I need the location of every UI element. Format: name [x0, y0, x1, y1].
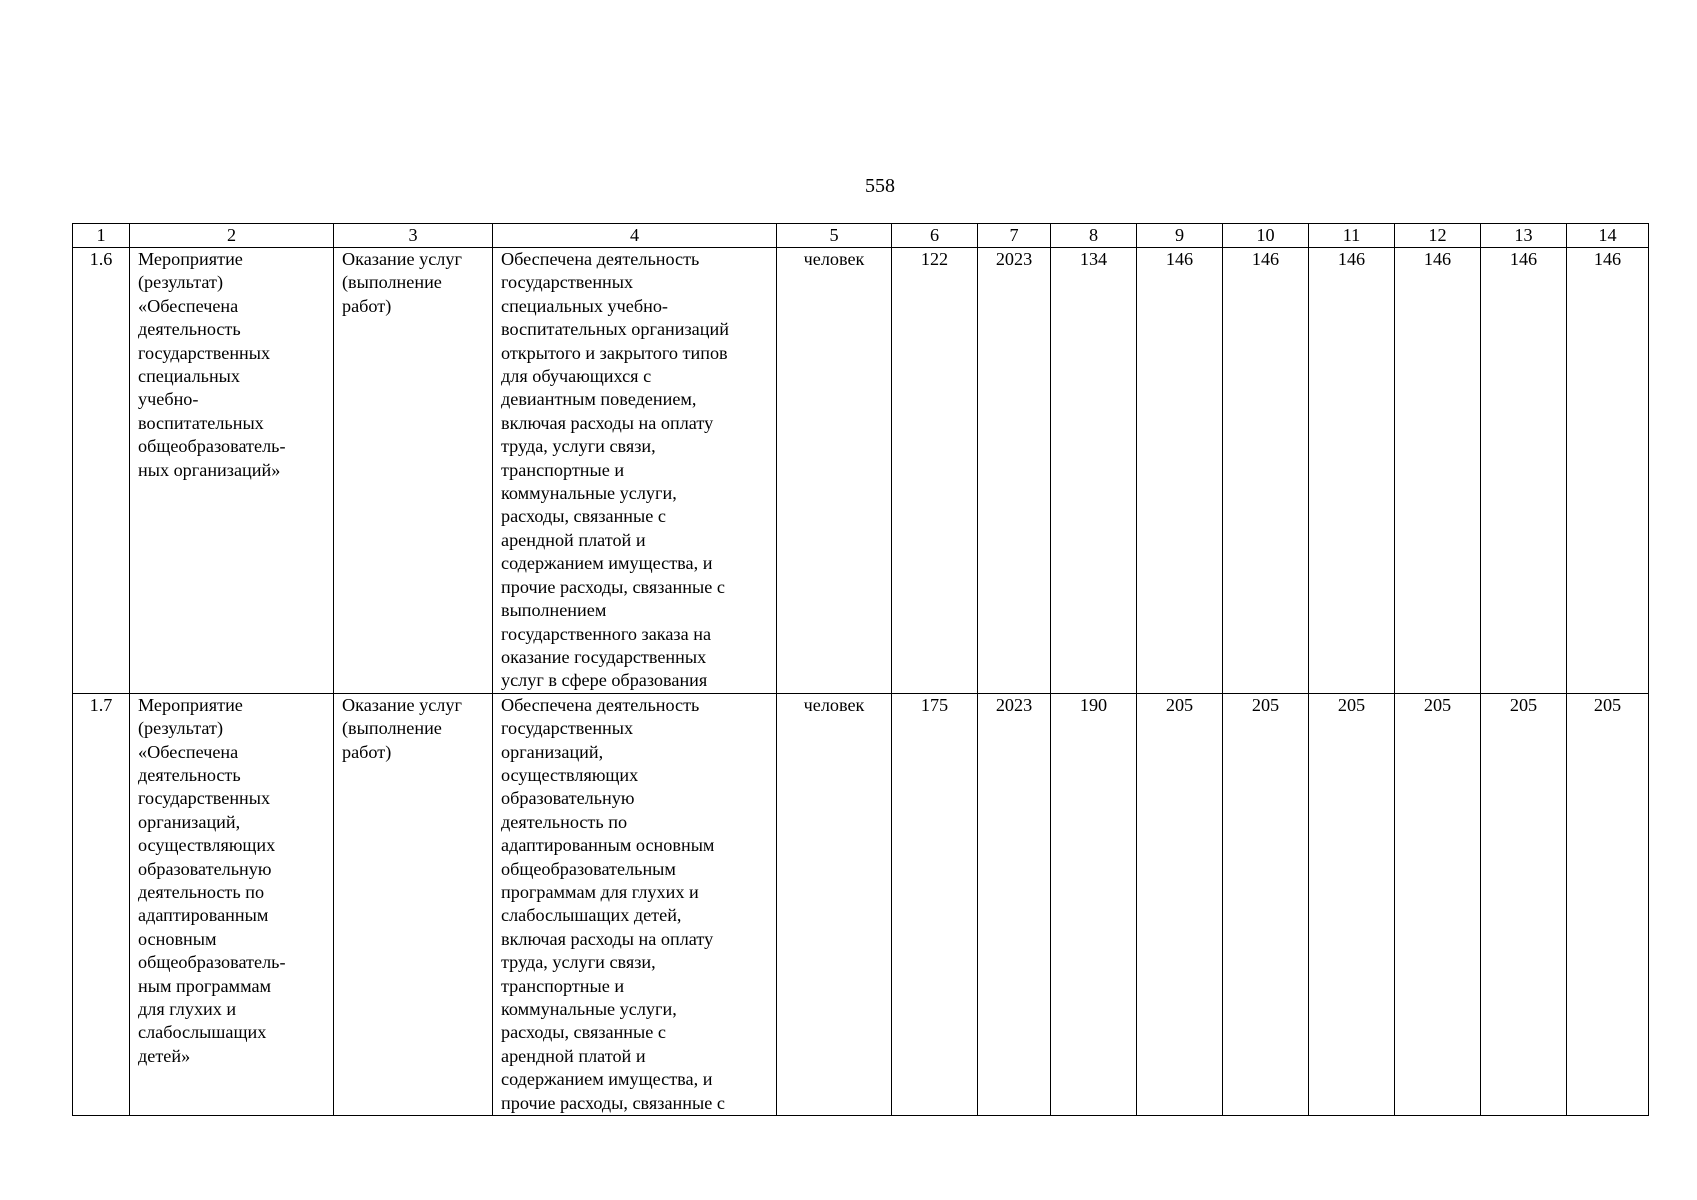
unit-cell: человек — [777, 693, 892, 1115]
description-cell — [493, 248, 777, 694]
measure-type: Оказание услуг (выполнение работ) — [342, 694, 462, 762]
value-cell: 146 — [1309, 248, 1395, 694]
value-cell: 134 — [1051, 248, 1137, 694]
row-number: 1.6 — [73, 248, 130, 694]
row-number: 1.7 — [73, 693, 130, 1115]
base-year-cell: 2023 — [978, 693, 1051, 1115]
measure-type-cell — [334, 693, 493, 1115]
value-cell: 146 — [1481, 248, 1567, 694]
column-header: 10 — [1223, 224, 1309, 248]
description: Обеспечена деятельность государственных организаций, осуществляющих образовательную деятельность по адаптированным основным общеобразовательным программам для глухих и слабослышащих детей, включая расходы на оплату труда, услуги связи, транспортные и коммунальные услуги, расходы, связанные с арендной платой и содержанием имущества, и прочие расходы, связанные с — [501, 694, 725, 1113]
measure-name: Мероприятие (результат) «Обеспечена деятельность государственных организаций, осуществляющих образовательную деятельность по адаптированным основным общеобразователь- ным программам для глухих и слабослышащих детей» — [138, 694, 286, 1066]
value-cell: 205 — [1481, 693, 1567, 1115]
measure-type-cell — [334, 248, 493, 694]
value-cell: 205 — [1137, 693, 1223, 1115]
base-value-cell: 122 — [892, 248, 978, 694]
column-header: 8 — [1051, 224, 1137, 248]
description-cell — [493, 693, 777, 1115]
value-cell: 146 — [1395, 248, 1481, 694]
description: Обеспечена деятельность государственных специальных учебно- воспитательных организаций открытого и закрытого типов для обучающихся с девиантным поведением, включая расходы на оплату труда, услуги связи, транспортные и коммунальные услуги, расходы, связанные с арендной платой и содержанием имущества, и прочие расходы, связанные с выполнением государственного заказа на оказание государственных услуг в сфере образования — [501, 249, 729, 691]
unit-cell: человек — [777, 248, 892, 694]
base-value-cell: 175 — [892, 693, 978, 1115]
value-cell: 205 — [1223, 693, 1309, 1115]
column-header: 5 — [777, 224, 892, 248]
column-header: 6 — [892, 224, 978, 248]
data-table — [72, 223, 1649, 1116]
table-header-row — [73, 224, 1649, 248]
column-header: 1 — [73, 224, 130, 248]
value-cell: 146 — [1223, 248, 1309, 694]
column-header: 14 — [1567, 224, 1649, 248]
column-header: 2 — [130, 224, 334, 248]
value-cell: 190 — [1051, 693, 1137, 1115]
column-header: 9 — [1137, 224, 1223, 248]
measure-name-cell — [130, 693, 334, 1115]
page-number: 558 — [865, 175, 895, 197]
column-header: 7 — [978, 224, 1051, 248]
value-cell: 205 — [1395, 693, 1481, 1115]
table-row — [73, 248, 1649, 694]
column-header: 4 — [493, 224, 777, 248]
column-header: 12 — [1395, 224, 1481, 248]
value-cell: 205 — [1567, 693, 1649, 1115]
value-cell: 146 — [1137, 248, 1223, 694]
table-row — [73, 693, 1649, 1115]
measure-name-cell — [130, 248, 334, 694]
measure-type: Оказание услуг (выполнение работ) — [342, 249, 462, 316]
column-header: 11 — [1309, 224, 1395, 248]
base-year-cell: 2023 — [978, 248, 1051, 694]
value-cell: 146 — [1567, 248, 1649, 694]
column-header: 13 — [1481, 224, 1567, 248]
measure-name: Мероприятие (результат) «Обеспечена деятельность государственных специальных учебно- воспитательных общеобразователь- ных организаций» — [138, 249, 286, 480]
value-cell: 205 — [1309, 693, 1395, 1115]
column-header: 3 — [334, 224, 493, 248]
